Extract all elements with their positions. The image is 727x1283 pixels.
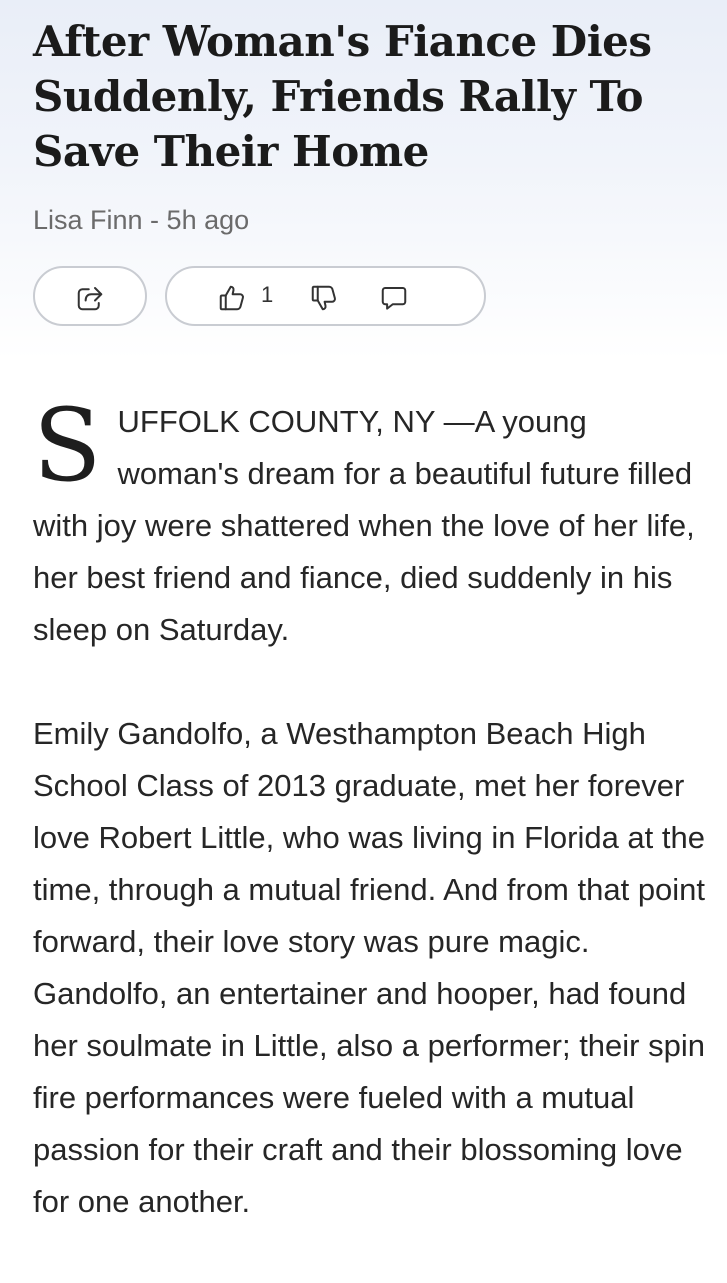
paragraph-text: UFFOLK COUNTY, NY —A young woman's dream for a beautiful future filled with joy were shattered when the love of her life, her best friend and fiance, died suddenly in his sleep on Saturday. [33, 404, 695, 647]
article-byline: Lisa Finn - 5h ago [33, 205, 250, 235]
article-body [33, 387, 713, 1280]
thumbs-up-icon[interactable] [217, 283, 247, 313]
comment-icon[interactable] [379, 283, 409, 313]
share-button[interactable] [33, 266, 147, 326]
like-count: 1 [261, 282, 274, 307]
article-paragraph: Emily Gandolfo, a Westhampton Beach High School Class of 2013 graduate, met her forever love Robert Little, who was living in Florida at the time, through a mutual friend. And from that point forward, their love story was pure magic. Gandolfo, an entertainer and hooper, had found her soulmate in Little, also a performer; their spin fire performances were fueled with a mutual passion for their craft and their blossoming love for one another. [33, 716, 706, 1219]
article-paragraph [33, 387, 713, 656]
article-title: After Woman's Fiance Dies Suddenly, Friends Rally To Save Their Home [33, 17, 652, 176]
thumbs-down-icon[interactable] [309, 283, 339, 313]
share-icon [75, 283, 105, 313]
reactions-bar [165, 266, 486, 326]
drop-cap: S [33, 387, 102, 504]
